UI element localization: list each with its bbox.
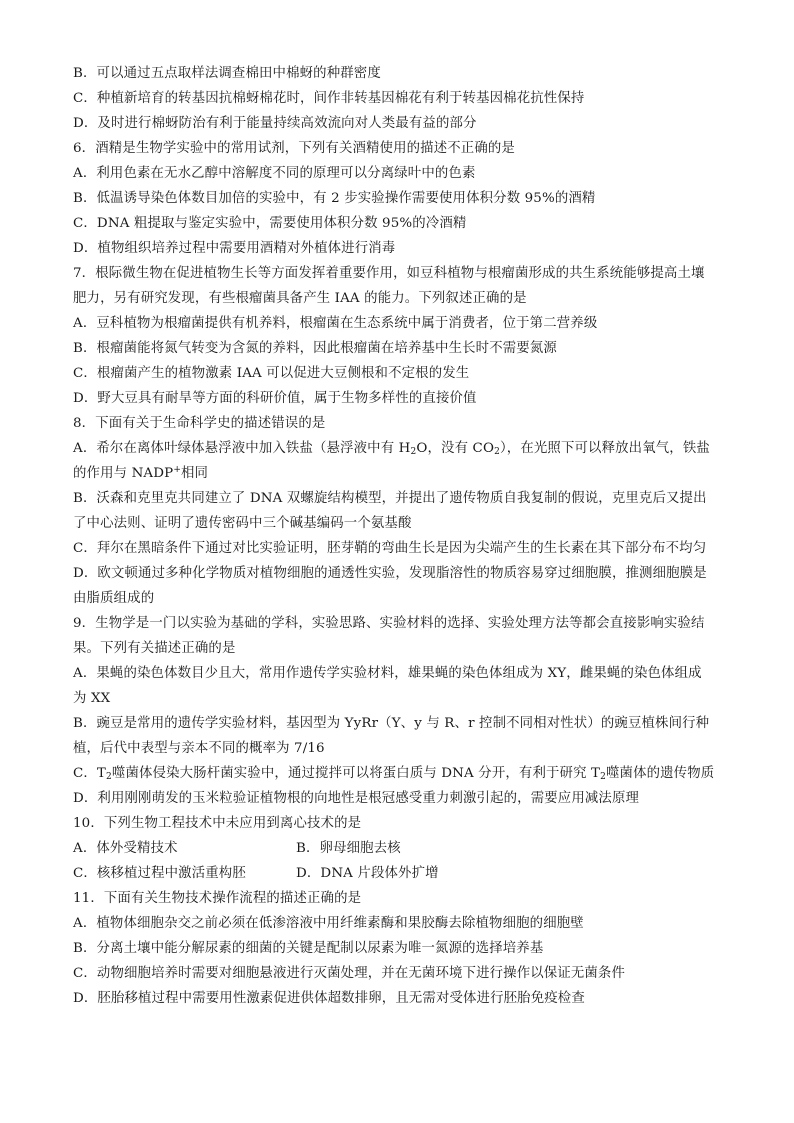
q8-a-text-5: 相同 [181,466,209,481]
q7-stem-line1: 7．根际微生物在促进植物生长等方面发挥着重要作用，如豆科植物与根瘤菌形成的共生系统能够提高土壤 [73,266,705,281]
q8-option-d-line2: 由脂质组成的 [73,591,155,606]
q6-stem: 6．酒精是生物学实验中的常用试剂，下列有关酒精使用的描述不正确的是 [73,141,515,156]
q8-option-d-line1: D．欧文顿通过多种化学物质对植物细胞的通透性实验，发现脂溶性的物质容易穿过细胞膜，推测细胞膜是 [73,566,707,581]
q8-a-text-3: ），在光照下可以释放出氧气，铁盐 [499,441,710,456]
q10-option-a: A．体外受精技术 [73,841,178,856]
q10-stem: 10．下列生物工程技术中未应用到离心技术的是 [73,816,362,831]
q11-option-a: A．植物体细胞杂交之前必须在低渗溶液中用纤维素酶和果胶酶去除植物细胞的细胞壁 [73,916,584,931]
q11-stem: 11．下面有关生物技术操作流程的描述正确的是 [73,891,362,906]
q9-c-text-1: C．T [73,766,107,781]
q9-c-sub-2: 2 [600,772,606,782]
q8-stem: 8．下面有关于生命科学史的描述错误的是 [73,416,326,431]
q10-option-b: B．卵母细胞去核 [296,841,401,856]
q7-option-b: B．根瘤菌能将氮气转变为含氮的养料，因此根瘤菌在培养基中生长时不需要氮源 [73,341,557,356]
q8-a-text-1: A．希尔在离体叶绿体悬浮液中加入铁盐（悬浮液中有 H [73,441,411,456]
q9-option-b-line1: B．豌豆是常用的遗传学实验材料，基因型为 YyRr（Y、y 与 R、r 控制不同相对性状）的豌豆植株间行种 [73,716,710,731]
q5-option-b: B．可以通过五点取样法调查棉田中棉蚜的种群密度 [73,66,381,81]
q8-option-b-line1: B．沃森和克里克共同建立了 DNA 双螺旋结构模型，并提出了遗传物质自我复制的假说，克里克后又提出 [73,491,707,506]
q8-option-a-line1 [73,439,710,459]
q7-option-a: A．豆科植物为根瘤菌提供有机养料，根瘤菌在生态系统中属于消费者，位于第二营养级 [73,316,598,331]
q8-a-text-2: O，没有 CO [416,441,495,456]
q6-option-a: A．利用色素在无水乙醇中溶解度不同的原理可以分离绿叶中的色素 [73,166,476,181]
q10-options-row1 [73,839,178,859]
q6-option-d: D．植物组织培养过程中需要用酒精对外植体进行消毒 [73,241,396,256]
q9-option-a-line2: 为 XX [73,691,111,706]
q9-option-b-line2: 植，后代中表型与亲本不同的概率为 7/16 [73,741,325,756]
q7-option-d: D．野大豆具有耐旱等方面的科研价值，属于生物多样性的直接价值 [73,391,477,406]
q8-a-sub-2: 2 [494,447,500,457]
q9-c-text-2: 噬菌体侵染大肠杆菌实验中，通过搅拌可以将蛋白质与 DNA 分开，有利于研究 T [111,766,601,781]
q8-a-text-4: 的作用与 NADP [73,466,174,481]
q10-option-c: C．核移植过程中激活重构胚 [73,866,246,881]
q7-stem-line2: 肥力，另有研究发现，有些根瘤菌具备产生 IAA 的能力。下列叙述正确的是 [73,291,527,306]
q9-c-sub-1: 2 [106,772,112,782]
q9-stem-line1: 9．生物学是一门以实验为基础的学科，实验思路、实验材料的选择、实验处理方法等都会直接影响实验结 [73,616,705,631]
q9-c-text-3: 噬菌体的遗传物质 [605,766,715,781]
q7-option-c: C．根瘤菌产生的植物激素 IAA 可以促进大豆侧根和不定根的发生 [73,366,470,381]
q9-option-d: D．利用刚刚萌发的玉米粒验证植物根的向地性是根冠感受重力刺激引起的，需要应用减法原理 [73,791,640,806]
q9-option-a-line1: A．果蝇的染色体数目少且大，常用作遗传学实验材料，雄果蝇的染色体组成为 XY，雌果蝇的染色体组成 [73,666,702,681]
q5-option-d: D．及时进行棉蚜防治有利于能量持续高效流向对人类最有益的部分 [73,116,477,131]
q9-stem-line2: 果。下列有关描述正确的是 [73,641,236,656]
q8-option-c: C．拜尔在黑暗条件下通过对比实验证明，胚芽鞘的弯曲生长是因为尖端产生的生长素在其下部分布不均匀 [73,541,707,556]
q10-option-d: D．DNA 片段体外扩增 [296,866,439,881]
q11-option-d: D．胚胎移植过程中需要用性激素促进供体超数排卵，且无需对受体进行胚胎免疫检查 [73,991,585,1006]
q5-option-c: C．种植新培育的转基因抗棉蚜棉花时，间作非转基因棉花有利于转基因棉花抗性保持 [73,91,585,106]
q6-option-c: C．DNA 粗提取与鉴定实验中，需要使用体积分数 95%的冷酒精 [73,216,467,231]
q8-a-sub-1: 2 [410,447,417,457]
q8-option-a-line2 [73,464,208,484]
q8-a-sup: + [173,465,182,475]
q11-option-c: C．动物细胞培养时需要对细胞悬液进行灭菌处理，并在无菌环境下进行操作以保证无菌条件 [73,966,626,981]
q6-option-b: B．低温诱导染色体数目加倍的实验中，有 2 步实验操作需要使用体积分数 95%的酒精 [73,191,596,206]
q11-option-b: B．分离土壤中能分解尿素的细菌的关键是配制以尿素为唯一氮源的选择培养基 [73,941,544,956]
q8-option-b-line2: 了中心法则、证明了遗传密码中三个碱基编码一个氨基酸 [73,516,412,531]
q9-option-c [73,764,714,784]
